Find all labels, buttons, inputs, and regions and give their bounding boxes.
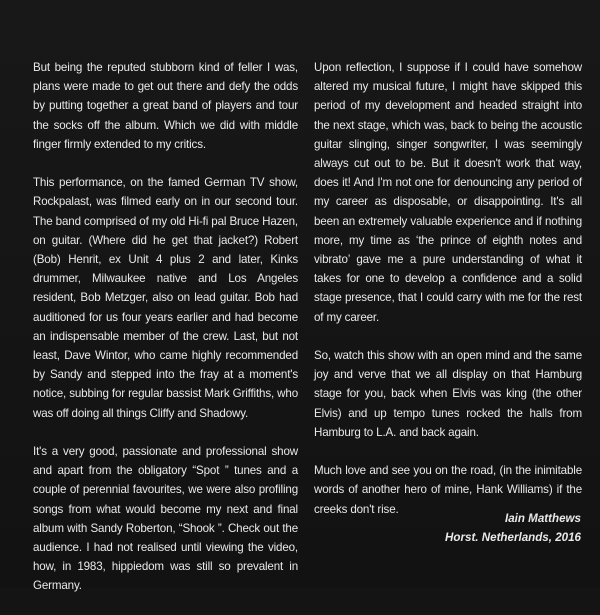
left-text-column (33, 58, 298, 615)
signature-place-date: Horst. Netherlands, 2016 (445, 531, 581, 545)
signature-name: Iain Matthews (504, 512, 581, 525)
right-text-column (314, 58, 582, 538)
paragraph: Upon reflection, I suppose if I could have somehow altered my musical future, I might have skipped this period of my development and headed straight into the next stage, which was, back to being the acoustic guitar slinging, singer songwriter, I was seemingly always cut out to be. But it doesn't work that way, does it! And I'm not one for denouncing any period of my career as disposable, or disappointing. It's all been an extremely valuable experience and if nothing more, my time as ‘the prince of eighth notes and vibrato’ gave me a pure understanding of what it takes for one to develop a confidence and a solid stage presence, that I could carry with me for the rest of my career. (314, 61, 582, 324)
paragraph: This performance, on the famed German TV show, Rockpalast, was filmed early on in our second tour. The band comprised of my old Hi-fi pal Bruce Hazen, on guitar. (Where did he get that jacket?) Robert (Bob) Henrit, ex Unit 4 plus 2 and later, Kinks drummer, Milwaukee native and Los Angeles resident, Bob Metzger, also on lead guitar. Bob had auditioned for us four years earlier and had become an indispensable member of the crew. Last, but not least, Dave Wintor, who came highly recommended by Sandy and stepped into the fray at a moment's notice, subbing for regular bassist Mark Griffiths, who was off doing all things Cliffy and Shadowy. (33, 176, 298, 420)
paragraph: So, watch this show with an open mind and the same joy and verve that we all display on that Hamburg stage for you, back when Elvis was king (the other Elvis) and up tempo tunes rocked the halls from Hamburg to L.A. and back again. (314, 349, 582, 439)
paragraph: It's a very good, passionate and professional show and apart from the obligatory “Spot ” tunes and a couple of perennial favourites, we were also profiling songs from what would become my next and final album with Sandy Roberton, “Shook ”. Check out the audience. I had not realised until viewing the video, how, in 1983, hippiedom was still so prevalent in Germany. (33, 445, 298, 593)
paragraph: Much love and see you on the road, (in the inimitable words of another hero of mine, Hank Williams) if the creeks don't rise. (314, 464, 582, 516)
paragraph: But being the reputed stubborn kind of feller I was, plans were made to get out there and defy the odds by putting together a great band of players and tour the socks off the album. Which we did with middle finger firmly extended to my critics. (33, 61, 298, 151)
signature-block (445, 509, 581, 547)
